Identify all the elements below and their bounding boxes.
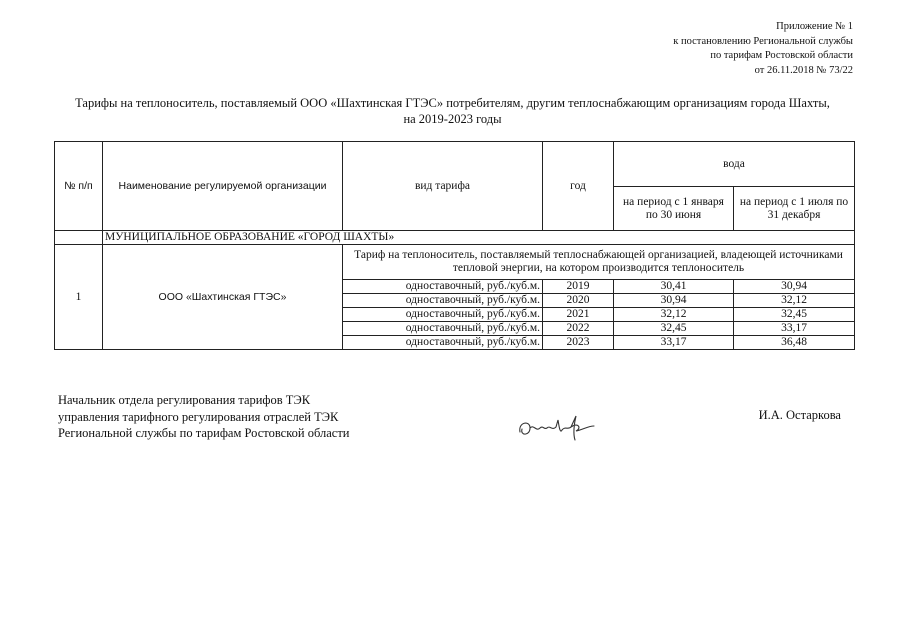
period2-value: 32,45 — [734, 308, 855, 322]
tariff-type-cell: одноставочный, руб./куб.м. — [343, 322, 543, 336]
document-title — [40, 95, 865, 127]
tariff-type-cell: одноставочный, руб./куб.м. — [343, 280, 543, 294]
annex-line: Приложение № 1 — [776, 21, 853, 32]
header-period-1: на период с 1 января по 30 июня — [614, 187, 734, 231]
signatory-name: И.А. Остаркова — [758, 408, 841, 422]
period2-value: 36,48 — [734, 336, 855, 350]
tariff-type-cell: одноставочный, руб./куб.м. — [343, 294, 543, 308]
handwritten-signature — [516, 410, 596, 444]
period2-value: 30,94 — [734, 280, 855, 294]
tariff-type-cell: одноставочный, руб./куб.м. — [343, 308, 543, 322]
period1-value: 33,17 — [614, 336, 734, 350]
municipality-row: МУНИЦИПАЛЬНОЕ ОБРАЗОВАНИЕ «ГОРОД ШАХТЫ» — [103, 231, 855, 245]
annex-line: по тарифам Ростовской области — [710, 50, 853, 61]
year-cell: 2021 — [543, 308, 614, 322]
signature-block — [58, 392, 349, 442]
year-cell: 2023 — [543, 336, 614, 350]
annex-block — [593, 20, 853, 78]
period2-value: 32,12 — [734, 294, 855, 308]
header-tariff-type: вид тарифа — [343, 142, 543, 231]
municipality-num-cell — [55, 231, 103, 245]
tariff-note: Тариф на теплоноситель, поставляемый теплоснабжающей организацией, владеющей источниками тепловой энергии, на котором производится теплоноситель — [343, 245, 855, 280]
tariff-type-cell: одноставочный, руб./куб.м. — [343, 336, 543, 350]
row-number: 1 — [55, 245, 103, 350]
year-cell: 2019 — [543, 280, 614, 294]
position-line: Начальник отдела регулирования тарифов ТЭК — [58, 393, 311, 407]
period1-value: 32,12 — [614, 308, 734, 322]
header-water: вода — [614, 142, 855, 187]
period1-value: 32,45 — [614, 322, 734, 336]
title-line: на 2019-2023 годы — [403, 112, 502, 126]
header-org: Наименование регулируемой организации — [103, 142, 343, 231]
org-name: ООО «Шахтинская ГТЭС» — [103, 245, 343, 350]
period1-value: 30,41 — [614, 280, 734, 294]
period1-value: 30,94 — [614, 294, 734, 308]
header-period-2: на период с 1 июля по 31 декабря — [734, 187, 855, 231]
annex-line: от 26.11.2018 № 73/22 — [754, 64, 853, 76]
position-line: управления тарифного регулирования отраслей ТЭК — [58, 409, 339, 424]
position-line: Региональной службы по тарифам Ростовской области — [58, 426, 350, 440]
year-cell: 2022 — [543, 322, 614, 336]
annex-line: к постановлению Региональной службы — [673, 35, 853, 47]
title-line: Тарифы на теплоноситель, поставляемый ООО «Шахтинская ГТЭС» потребителям, другим теплоснабжающим организациям города Шахты, — [75, 96, 830, 110]
tariff-table — [54, 141, 855, 350]
period2-value: 33,17 — [734, 322, 855, 336]
year-cell: 2020 — [543, 294, 614, 308]
header-year: год — [543, 142, 614, 231]
header-num: № п/п — [55, 142, 103, 231]
